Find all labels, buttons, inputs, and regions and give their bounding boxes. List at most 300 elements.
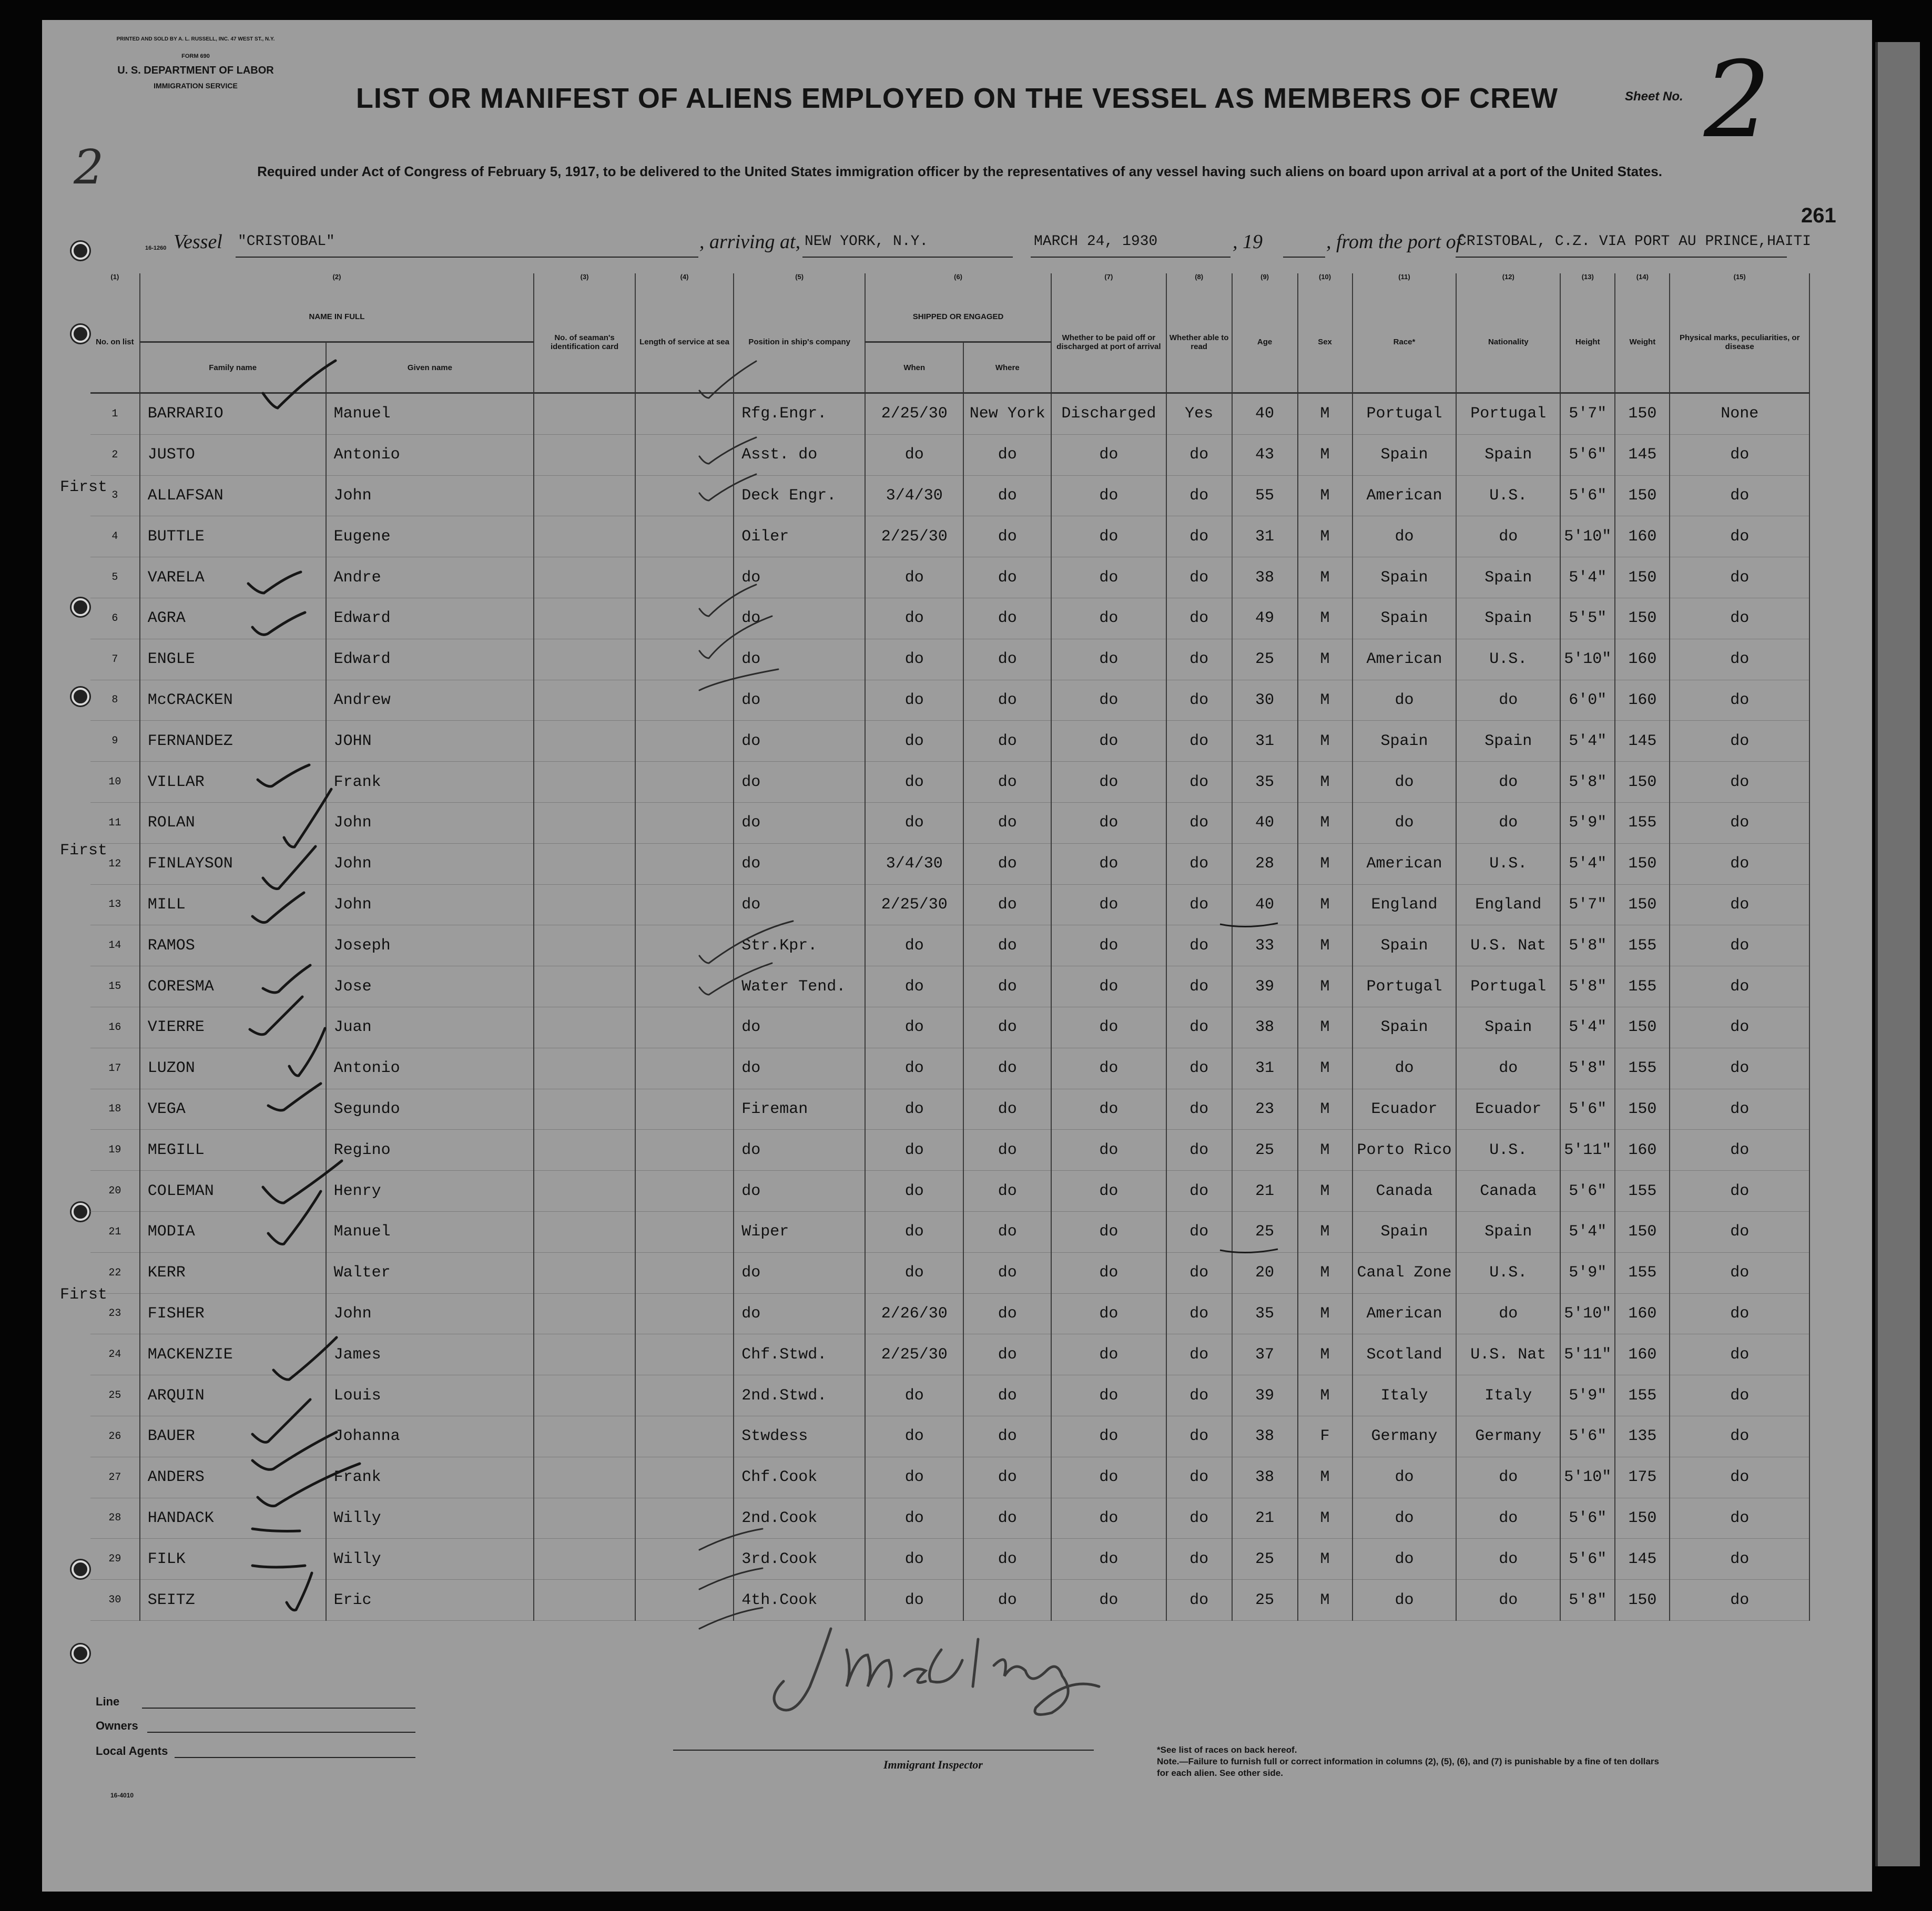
cell-weight: 150 xyxy=(1615,884,1670,925)
cell-no: 17 xyxy=(90,1048,140,1089)
cell-no: 21 xyxy=(90,1211,140,1252)
sheet-number-label: Sheet No. xyxy=(1625,89,1683,104)
cell-no: 30 xyxy=(90,1580,140,1621)
cell-age: 25 xyxy=(1232,1580,1298,1621)
cell-where: do xyxy=(963,925,1051,966)
cell-given: John xyxy=(326,1293,534,1334)
cell-given: Frank xyxy=(326,762,534,803)
cell-read: do xyxy=(1166,1498,1232,1539)
cell-family: ROLAN xyxy=(140,802,326,843)
check-mark xyxy=(263,361,335,408)
cell-position: do xyxy=(734,1293,865,1334)
cell-given: Antonio xyxy=(326,434,534,475)
check-mark xyxy=(263,846,316,889)
cell-height: 5'11" xyxy=(1560,1130,1615,1171)
cell-read: do xyxy=(1166,516,1232,557)
manifest-sheet xyxy=(42,20,1872,1892)
cell-height: 5'9" xyxy=(1560,1252,1615,1293)
cell-nationality: Spain xyxy=(1456,1007,1560,1048)
cell-nationality: Portugal xyxy=(1456,966,1560,1007)
cell-where: do xyxy=(963,1293,1051,1334)
cell-no: 9 xyxy=(90,721,140,762)
cell-paid-off: do xyxy=(1051,1293,1166,1334)
cell-when: do xyxy=(865,1007,963,1048)
cell-no: 20 xyxy=(90,1171,140,1212)
cell-race: Spain xyxy=(1353,1007,1457,1048)
position-tick xyxy=(699,616,772,658)
cell-family: FERNANDEZ xyxy=(140,721,326,762)
cell-race: do xyxy=(1353,1539,1457,1580)
check-mark xyxy=(252,893,304,923)
cell-position: do xyxy=(734,762,865,803)
cell-nationality: do xyxy=(1456,1580,1560,1621)
cell-weight: 160 xyxy=(1615,1130,1670,1171)
cell-no: 18 xyxy=(90,1089,140,1130)
cell-where: do xyxy=(963,1457,1051,1498)
cell-sex: M xyxy=(1298,1580,1353,1621)
cell-read: do xyxy=(1166,884,1232,925)
cell-position: do xyxy=(734,557,865,598)
handwritten-check-marks xyxy=(42,20,1872,1892)
cell-read: do xyxy=(1166,1130,1232,1171)
cell-no: 27 xyxy=(90,1457,140,1498)
cell-paid-off: do xyxy=(1051,884,1166,925)
cell-weight: 135 xyxy=(1615,1416,1670,1457)
cell-given: Willy xyxy=(326,1539,534,1580)
cell-no: 22 xyxy=(90,1252,140,1293)
cell-position: do xyxy=(734,843,865,884)
cell-no: 8 xyxy=(90,680,140,721)
age-underline xyxy=(1220,923,1278,927)
cell-position: Rfg.Engr. xyxy=(734,393,865,435)
cell-race: do xyxy=(1353,1048,1457,1089)
header-physical-marks: Physical marks, peculiarities, or disease xyxy=(1670,292,1809,393)
cell-sex: M xyxy=(1298,1334,1353,1375)
cell-family: McCRACKEN xyxy=(140,680,326,721)
cell-sex: M xyxy=(1298,884,1353,925)
cell-height: 5'4" xyxy=(1560,721,1615,762)
cell-given: Eric xyxy=(326,1580,534,1621)
cell-when: do xyxy=(865,1089,963,1130)
cell-position: Stwdess xyxy=(734,1416,865,1457)
col-num: (5) xyxy=(734,273,865,292)
cell-read: do xyxy=(1166,802,1232,843)
cell-height: 5'6" xyxy=(1560,1539,1615,1580)
cell-nationality: do xyxy=(1456,802,1560,843)
cell-weight: 145 xyxy=(1615,721,1670,762)
cell-weight: 150 xyxy=(1615,843,1670,884)
cell-nationality: do xyxy=(1456,762,1560,803)
cell-when: do xyxy=(865,1539,963,1580)
cell-given: JOHN xyxy=(326,721,534,762)
cell-race: Canada xyxy=(1353,1171,1457,1212)
header-family-name: Family name xyxy=(140,342,326,393)
line-rule xyxy=(142,1708,415,1709)
header-nationality: Nationality xyxy=(1456,292,1560,393)
cell-marks: do xyxy=(1670,966,1809,1007)
position-tick xyxy=(699,1529,762,1550)
cell-no: 15 xyxy=(90,966,140,1007)
cell-given: Andre xyxy=(326,557,534,598)
col-num: (12) xyxy=(1456,273,1560,292)
cell-read: do xyxy=(1166,434,1232,475)
cell-race: do xyxy=(1353,680,1457,721)
cell-family: MODIA xyxy=(140,1211,326,1252)
col-num: (4) xyxy=(635,273,734,292)
cell-height: 5'6" xyxy=(1560,1089,1615,1130)
margin-note-first: First xyxy=(60,478,108,496)
cell-marks: do xyxy=(1670,434,1809,475)
cell-given: Antonio xyxy=(326,1048,534,1089)
cell-weight: 150 xyxy=(1615,557,1670,598)
cell-nationality: Canada xyxy=(1456,1171,1560,1212)
cell-nationality: do xyxy=(1456,1293,1560,1334)
cell-family: COLEMAN xyxy=(140,1171,326,1212)
cell-sex: M xyxy=(1298,1252,1353,1293)
cell-height: 5'7" xyxy=(1560,393,1615,435)
cell-family: VEGA xyxy=(140,1089,326,1130)
cell-no: 3 xyxy=(90,475,140,516)
cell-nationality: Spain xyxy=(1456,434,1560,475)
cell-position: do xyxy=(734,1171,865,1212)
cell-age: 40 xyxy=(1232,884,1298,925)
position-tick xyxy=(699,1568,762,1589)
cell-no: 7 xyxy=(90,639,140,680)
cell-sex: M xyxy=(1298,1375,1353,1416)
cell-where: do xyxy=(963,721,1051,762)
header-weight: Weight xyxy=(1615,292,1670,393)
cell-position: do xyxy=(734,1252,865,1293)
cell-given: Johanna xyxy=(326,1416,534,1457)
cell-where: do xyxy=(963,475,1051,516)
cell-given: Andrew xyxy=(326,680,534,721)
cell-when: do xyxy=(865,721,963,762)
cell-given: Segundo xyxy=(326,1089,534,1130)
cell-family: JUSTO xyxy=(140,434,326,475)
cell-where: do xyxy=(963,1539,1051,1580)
cell-when: do xyxy=(865,1130,963,1171)
arrival-date: MARCH 24, 1930 xyxy=(1034,233,1158,250)
cell-paid-off: do xyxy=(1051,639,1166,680)
cell-marks: do xyxy=(1670,1416,1809,1457)
cell-marks: do xyxy=(1670,721,1809,762)
cell-paid-off: do xyxy=(1051,1007,1166,1048)
cell-paid-off: do xyxy=(1051,1580,1166,1621)
cell-when: do xyxy=(865,680,963,721)
cell-family: ANDERS xyxy=(140,1457,326,1498)
header-sex: Sex xyxy=(1298,292,1353,393)
cell-position: Chf.Cook xyxy=(734,1457,865,1498)
inspector-rule xyxy=(673,1750,1094,1751)
cell-height: 5'10" xyxy=(1560,516,1615,557)
check-mark xyxy=(263,1161,342,1203)
cell-marks: do xyxy=(1670,925,1809,966)
cell-sex: M xyxy=(1298,1007,1353,1048)
cell-sex: M xyxy=(1298,639,1353,680)
cell-age: 30 xyxy=(1232,680,1298,721)
cell-when: do xyxy=(865,1375,963,1416)
cell-where: do xyxy=(963,1171,1051,1212)
age-underline-group xyxy=(1220,923,1278,1253)
cell-when: 3/4/30 xyxy=(865,843,963,884)
cell-family: FINLAYSON xyxy=(140,843,326,884)
cell-when: do xyxy=(865,557,963,598)
from-port: CRISTOBAL, C.Z. VIA PORT AU PRINCE,HAITI xyxy=(1458,233,1812,250)
cell-where: do xyxy=(963,639,1051,680)
cell-marks: do xyxy=(1670,1171,1809,1212)
owners-label: Owners xyxy=(96,1719,138,1732)
position-tick xyxy=(699,1608,762,1629)
cell-position: Oiler xyxy=(734,516,865,557)
position-tick xyxy=(699,963,772,995)
cell-given: Edward xyxy=(326,598,534,639)
cell-sex: M xyxy=(1298,1171,1353,1212)
cell-weight: 150 xyxy=(1615,1498,1670,1539)
cell-position: do xyxy=(734,802,865,843)
position-tick xyxy=(699,437,756,464)
cell-no: 28 xyxy=(90,1498,140,1539)
cell-sex: F xyxy=(1298,1416,1353,1457)
col-num: (14) xyxy=(1615,273,1670,292)
cell-where: do xyxy=(963,598,1051,639)
cell-race: Spain xyxy=(1353,925,1457,966)
cell-race: do xyxy=(1353,1498,1457,1539)
cell-no: 14 xyxy=(90,925,140,966)
cell-when: do xyxy=(865,762,963,803)
cell-family: VIERRE xyxy=(140,1007,326,1048)
cell-sex: M xyxy=(1298,598,1353,639)
cell-given: Frank xyxy=(326,1457,534,1498)
cell-height: 5'10" xyxy=(1560,1457,1615,1498)
cell-height: 5'7" xyxy=(1560,884,1615,925)
cell-age: 35 xyxy=(1232,762,1298,803)
cell-race: England xyxy=(1353,884,1457,925)
cell-age: 25 xyxy=(1232,1211,1298,1252)
cell-paid-off: do xyxy=(1051,1211,1166,1252)
cell-race: do xyxy=(1353,1457,1457,1498)
cell-family: BAUER xyxy=(140,1416,326,1457)
cell-race: Canal Zone xyxy=(1353,1252,1457,1293)
cell-where: do xyxy=(963,802,1051,843)
cell-height: 5'9" xyxy=(1560,802,1615,843)
cell-race: Portugal xyxy=(1353,966,1457,1007)
cell-paid-off: do xyxy=(1051,925,1166,966)
cell-height: 5'5" xyxy=(1560,598,1615,639)
cell-race: American xyxy=(1353,843,1457,884)
cell-nationality: do xyxy=(1456,1048,1560,1089)
cell-age: 20 xyxy=(1232,1252,1298,1293)
cell-read: do xyxy=(1166,925,1232,966)
cell-height: 5'8" xyxy=(1560,966,1615,1007)
year-label: , 19 xyxy=(1233,231,1263,253)
cell-weight: 150 xyxy=(1615,1211,1670,1252)
footer-form-code: 16-4010 xyxy=(110,1792,134,1799)
cell-marks: do xyxy=(1670,639,1809,680)
cell-when: do xyxy=(865,1171,963,1212)
page-subtitle: Required under Act of Congress of February 5, 1917, to be delivered to the United States immigration officer by the representatives of any vessel having such aliens on board upon arrival at a port of the United States. xyxy=(257,163,1662,179)
cell-position: Asst. do xyxy=(734,434,865,475)
cell-where: do xyxy=(963,1252,1051,1293)
vessel-name: "CRISTOBAL" xyxy=(238,233,335,250)
cell-position: 3rd.Cook xyxy=(734,1539,865,1580)
cell-no: 19 xyxy=(90,1130,140,1171)
small-form-code: 16-1260 xyxy=(145,245,167,251)
cell-nationality: U.S. xyxy=(1456,475,1560,516)
cell-race: Germany xyxy=(1353,1416,1457,1457)
cell-read: do xyxy=(1166,1211,1232,1252)
cell-read: do xyxy=(1166,639,1232,680)
cell-where: do xyxy=(963,1416,1051,1457)
cell-race: do xyxy=(1353,762,1457,803)
col-num: (2) xyxy=(140,273,534,292)
cell-family: ENGLE xyxy=(140,639,326,680)
cell-paid-off: do xyxy=(1051,966,1166,1007)
cell-where: do xyxy=(963,516,1051,557)
cell-weight: 150 xyxy=(1615,475,1670,516)
cell-paid-off: do xyxy=(1051,1171,1166,1212)
cell-sex: M xyxy=(1298,1130,1353,1171)
cell-age: 21 xyxy=(1232,1171,1298,1212)
cell-age: 33 xyxy=(1232,925,1298,966)
cell-age: 31 xyxy=(1232,1048,1298,1089)
cell-read: do xyxy=(1166,1007,1232,1048)
cell-paid-off: do xyxy=(1051,1375,1166,1416)
cell-paid-off: do xyxy=(1051,1130,1166,1171)
cell-nationality: Spain xyxy=(1456,557,1560,598)
cell-when: do xyxy=(865,802,963,843)
check-mark xyxy=(252,1566,305,1567)
page-number: 261 xyxy=(1801,204,1836,227)
cell-race: Spain xyxy=(1353,598,1457,639)
cell-paid-off: do xyxy=(1051,721,1166,762)
cell-sex: M xyxy=(1298,1293,1353,1334)
header-shipped-or-engaged: SHIPPED OR ENGAGED xyxy=(865,292,1051,342)
check-mark xyxy=(250,997,302,1035)
cell-where: do xyxy=(963,1089,1051,1130)
cell-family: KERR xyxy=(140,1252,326,1293)
cell-read: do xyxy=(1166,1252,1232,1293)
cell-given: Juan xyxy=(326,1007,534,1048)
cell-paid-off: do xyxy=(1051,1089,1166,1130)
printer-imprint: PRINTED AND SOLD BY A. L. RUSSELL, INC. 47 WEST ST., N.Y. xyxy=(116,36,275,42)
cell-read: do xyxy=(1166,1334,1232,1375)
cell-nationality: Spain xyxy=(1456,721,1560,762)
cell-paid-off: do xyxy=(1051,475,1166,516)
cell-nationality: U.S. xyxy=(1456,1252,1560,1293)
cell-position: Fireman xyxy=(734,1089,865,1130)
cell-nationality: Ecuador xyxy=(1456,1089,1560,1130)
cell-given: John xyxy=(326,475,534,516)
cell-weight: 160 xyxy=(1615,639,1670,680)
cell-given: John xyxy=(326,884,534,925)
cell-position: do xyxy=(734,1048,865,1089)
cell-given: Louis xyxy=(326,1375,534,1416)
cell-height: 5'6" xyxy=(1560,1171,1615,1212)
footnote xyxy=(1157,1744,1672,1779)
cell-age: 25 xyxy=(1232,1539,1298,1580)
cell-no: 1 xyxy=(90,393,140,435)
cell-no: 12 xyxy=(90,843,140,884)
cell-race: do xyxy=(1353,1580,1457,1621)
cell-marks: do xyxy=(1670,1048,1809,1089)
cell-race: Ecuador xyxy=(1353,1089,1457,1130)
cell-position: do xyxy=(734,598,865,639)
cell-read: do xyxy=(1166,1089,1232,1130)
cell-race: Scotland xyxy=(1353,1334,1457,1375)
position-tick-group xyxy=(699,361,793,1629)
cell-sex: M xyxy=(1298,721,1353,762)
col-num: (10) xyxy=(1298,273,1353,292)
check-mark xyxy=(252,1432,337,1469)
cell-paid-off: do xyxy=(1051,1048,1166,1089)
check-mark xyxy=(289,1028,325,1076)
cell-age: 38 xyxy=(1232,557,1298,598)
page-edge-strip xyxy=(1875,42,1920,1866)
cell-age: 28 xyxy=(1232,843,1298,884)
cell-sex: M xyxy=(1298,1048,1353,1089)
check-mark xyxy=(258,765,309,786)
cell-given: Manuel xyxy=(326,393,534,435)
cell-position: 2nd.Cook xyxy=(734,1498,865,1539)
cell-paid-off: do xyxy=(1051,557,1166,598)
col-num: (7) xyxy=(1051,273,1166,292)
cell-race: Italy xyxy=(1353,1375,1457,1416)
cell-age: 37 xyxy=(1232,1334,1298,1375)
margin-note-first: First xyxy=(60,1285,108,1304)
cell-read: do xyxy=(1166,680,1232,721)
cell-race: Spain xyxy=(1353,721,1457,762)
cell-marks: do xyxy=(1670,1211,1809,1252)
cell-sex: M xyxy=(1298,802,1353,843)
header-no-on-list: No. on list xyxy=(90,292,140,393)
cell-where: do xyxy=(963,1048,1051,1089)
footnote-note: Note.—Failure to furnish full or correct information in columns (2), (5), (6), and (7) is punishable by a fine of ten dollars for each alien. See other side. xyxy=(1157,1756,1659,1779)
cell-where: do xyxy=(963,884,1051,925)
check-mark xyxy=(252,1399,310,1442)
cell-where: do xyxy=(963,1130,1051,1171)
check-mark xyxy=(248,572,301,593)
cell-no: 29 xyxy=(90,1539,140,1580)
handwritten-margin-mark: 2 xyxy=(74,140,104,195)
cell-nationality: U.S. xyxy=(1456,1130,1560,1171)
cell-no: 2 xyxy=(90,434,140,475)
cell-when: do xyxy=(865,1252,963,1293)
cell-age: 49 xyxy=(1232,598,1298,639)
cell-no: 23 xyxy=(90,1293,140,1334)
cell-height: 5'6" xyxy=(1560,1416,1615,1457)
cell-marks: do xyxy=(1670,802,1809,843)
cell-sex: M xyxy=(1298,1498,1353,1539)
cell-read: do xyxy=(1166,1171,1232,1212)
cell-marks: do xyxy=(1670,1334,1809,1375)
cell-age: 21 xyxy=(1232,1498,1298,1539)
cell-age: 31 xyxy=(1232,516,1298,557)
local-agents-label: Local Agents xyxy=(96,1744,168,1757)
cell-height: 5'8" xyxy=(1560,1048,1615,1089)
cell-family: FILK xyxy=(140,1539,326,1580)
col-num: (3) xyxy=(534,273,635,292)
cell-weight: 150 xyxy=(1615,1089,1670,1130)
cell-no: 5 xyxy=(90,557,140,598)
check-mark xyxy=(287,1573,312,1610)
cell-family: SEITZ xyxy=(140,1580,326,1621)
cell-marks: do xyxy=(1670,1498,1809,1539)
cell-nationality: do xyxy=(1456,516,1560,557)
cell-position: do xyxy=(734,639,865,680)
cell-sex: M xyxy=(1298,966,1353,1007)
cell-position: do xyxy=(734,1007,865,1048)
check-mark xyxy=(252,1529,300,1531)
